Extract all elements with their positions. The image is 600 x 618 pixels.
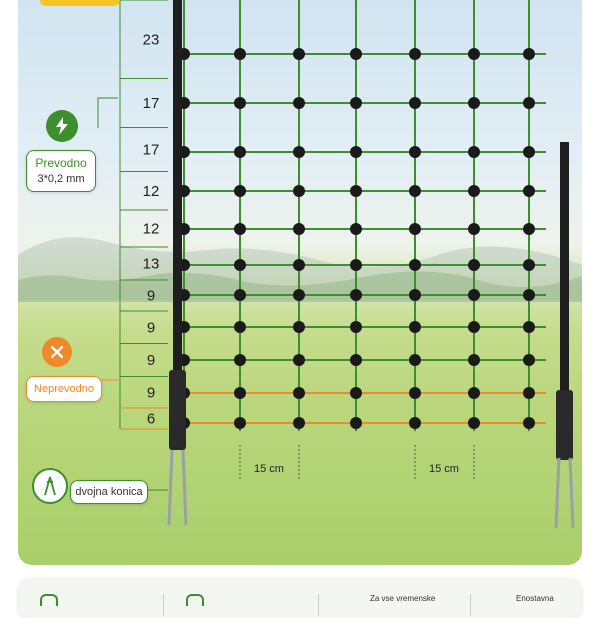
mesh-knot bbox=[468, 185, 480, 197]
spacing-label: 9 bbox=[146, 319, 156, 337]
x-icon bbox=[51, 346, 63, 358]
mesh-knot bbox=[234, 417, 246, 429]
spacing-label: 9 bbox=[146, 384, 156, 402]
spacing-label: 13 bbox=[142, 255, 160, 273]
spacing-label: 9 bbox=[146, 352, 156, 369]
mesh-knot bbox=[409, 223, 421, 235]
non-conductive-pill bbox=[26, 376, 102, 402]
conductive-connector bbox=[98, 98, 118, 128]
non-conductive-icon-badge bbox=[42, 337, 72, 367]
mesh-knot bbox=[523, 387, 535, 399]
mesh-knot bbox=[523, 223, 535, 235]
mesh-knot bbox=[468, 146, 480, 158]
mesh-knot bbox=[409, 185, 421, 197]
mesh-knot bbox=[293, 321, 305, 333]
mesh-knot bbox=[350, 354, 362, 366]
double-spike-icon bbox=[42, 476, 58, 496]
right-spike-left bbox=[556, 458, 559, 528]
mesh-knot bbox=[293, 185, 305, 197]
fence-illustration bbox=[18, 0, 582, 565]
feature-icon-2 bbox=[186, 594, 204, 606]
mesh-knot bbox=[523, 289, 535, 301]
mesh-knot bbox=[523, 354, 535, 366]
mesh-knot bbox=[293, 259, 305, 271]
right-post-base bbox=[556, 390, 573, 460]
mesh-knot bbox=[350, 417, 362, 429]
spacing-label: 9 bbox=[146, 287, 156, 305]
mesh-knot bbox=[350, 387, 362, 399]
mesh-knot bbox=[468, 223, 480, 235]
mesh-knot bbox=[293, 223, 305, 235]
conductive-icon-badge bbox=[46, 110, 78, 142]
mesh-knot bbox=[234, 185, 246, 197]
mesh-knot bbox=[523, 321, 535, 333]
divider bbox=[470, 594, 471, 616]
mesh-knot bbox=[293, 417, 305, 429]
mesh-knot bbox=[350, 223, 362, 235]
mesh-knot bbox=[468, 289, 480, 301]
mesh-knot bbox=[409, 259, 421, 271]
mesh-knot bbox=[234, 321, 246, 333]
spacing-label: 12 bbox=[142, 220, 160, 238]
lightning-icon bbox=[55, 117, 69, 135]
feature-text-1: Za vse vremenske bbox=[370, 594, 436, 603]
spacing-label: 6 bbox=[146, 410, 156, 428]
mesh-knot bbox=[234, 48, 246, 60]
right-post bbox=[560, 142, 569, 432]
distance-label: 15 cm bbox=[429, 463, 459, 475]
mesh-knot bbox=[468, 259, 480, 271]
mesh-knot bbox=[293, 146, 305, 158]
vertical-strands bbox=[184, 0, 529, 431]
mesh-knot bbox=[293, 48, 305, 60]
double-spike-label: dvojna konica bbox=[75, 486, 143, 498]
spacing-label: 12 bbox=[142, 182, 160, 200]
mesh-knot bbox=[293, 387, 305, 399]
horizontal-strands bbox=[178, 54, 546, 423]
mesh-knot bbox=[234, 97, 246, 109]
feature-icon-1 bbox=[40, 594, 58, 606]
mesh-knot bbox=[350, 97, 362, 109]
mesh-knot bbox=[523, 417, 535, 429]
distance-marker-2 bbox=[415, 445, 474, 480]
conductive-label: Prevodno bbox=[35, 156, 87, 170]
mesh-knot bbox=[409, 289, 421, 301]
mesh-knot bbox=[409, 321, 421, 333]
mesh-knot bbox=[523, 97, 535, 109]
mesh-knot bbox=[293, 289, 305, 301]
mesh-knot bbox=[350, 321, 362, 333]
divider bbox=[163, 594, 164, 616]
mesh-knot bbox=[468, 387, 480, 399]
spacing-label: 17 bbox=[142, 95, 160, 112]
mesh-knot bbox=[293, 97, 305, 109]
distance-marker-1 bbox=[240, 445, 299, 480]
mesh-knot bbox=[234, 259, 246, 271]
conductive-spec: 3*0,2 mm bbox=[37, 173, 85, 185]
double-spike-icon-badge bbox=[32, 468, 68, 504]
mesh-knot bbox=[468, 354, 480, 366]
distance-label: 15 cm bbox=[254, 463, 284, 475]
top-tag bbox=[40, 0, 120, 6]
mesh-knot bbox=[523, 259, 535, 271]
mesh-knot bbox=[468, 48, 480, 60]
feature-strip bbox=[18, 578, 582, 618]
measurement-bracket bbox=[120, 0, 168, 429]
main-post-base bbox=[169, 370, 186, 450]
mesh-knot bbox=[350, 48, 362, 60]
spacing-labels bbox=[143, 31, 160, 427]
mesh-knot bbox=[468, 417, 480, 429]
mesh-knot bbox=[350, 259, 362, 271]
mesh-knot bbox=[350, 146, 362, 158]
mesh-knot bbox=[350, 289, 362, 301]
conductive-pill bbox=[26, 150, 96, 192]
spacing-label: 17 bbox=[142, 141, 160, 159]
mesh-knot bbox=[409, 97, 421, 109]
mesh-knot bbox=[234, 387, 246, 399]
right-spike-right bbox=[570, 458, 573, 528]
mesh-knot bbox=[523, 185, 535, 197]
mesh-knot bbox=[523, 146, 535, 158]
mesh-knot bbox=[234, 223, 246, 235]
mesh-knot bbox=[468, 321, 480, 333]
mesh-knot bbox=[409, 387, 421, 399]
feature-text-2: Enostavna bbox=[516, 594, 554, 603]
spacing-label: 23 bbox=[142, 31, 160, 49]
divider bbox=[318, 594, 319, 616]
double-spike-pill bbox=[70, 480, 148, 504]
mesh-knot bbox=[409, 48, 421, 60]
mesh-knot bbox=[468, 97, 480, 109]
mesh-knot bbox=[350, 185, 362, 197]
mesh-knot bbox=[234, 146, 246, 158]
main-post bbox=[173, 0, 182, 425]
spike-right bbox=[183, 450, 186, 525]
spike-left bbox=[169, 450, 172, 525]
mesh-knot bbox=[409, 146, 421, 158]
mesh-knot bbox=[234, 354, 246, 366]
mesh-knot bbox=[234, 289, 246, 301]
mesh-knot bbox=[409, 354, 421, 366]
non-conductive-label: Neprevodno bbox=[34, 383, 94, 395]
mesh-knot bbox=[409, 417, 421, 429]
mesh-knot bbox=[523, 48, 535, 60]
mesh-knot bbox=[293, 354, 305, 366]
